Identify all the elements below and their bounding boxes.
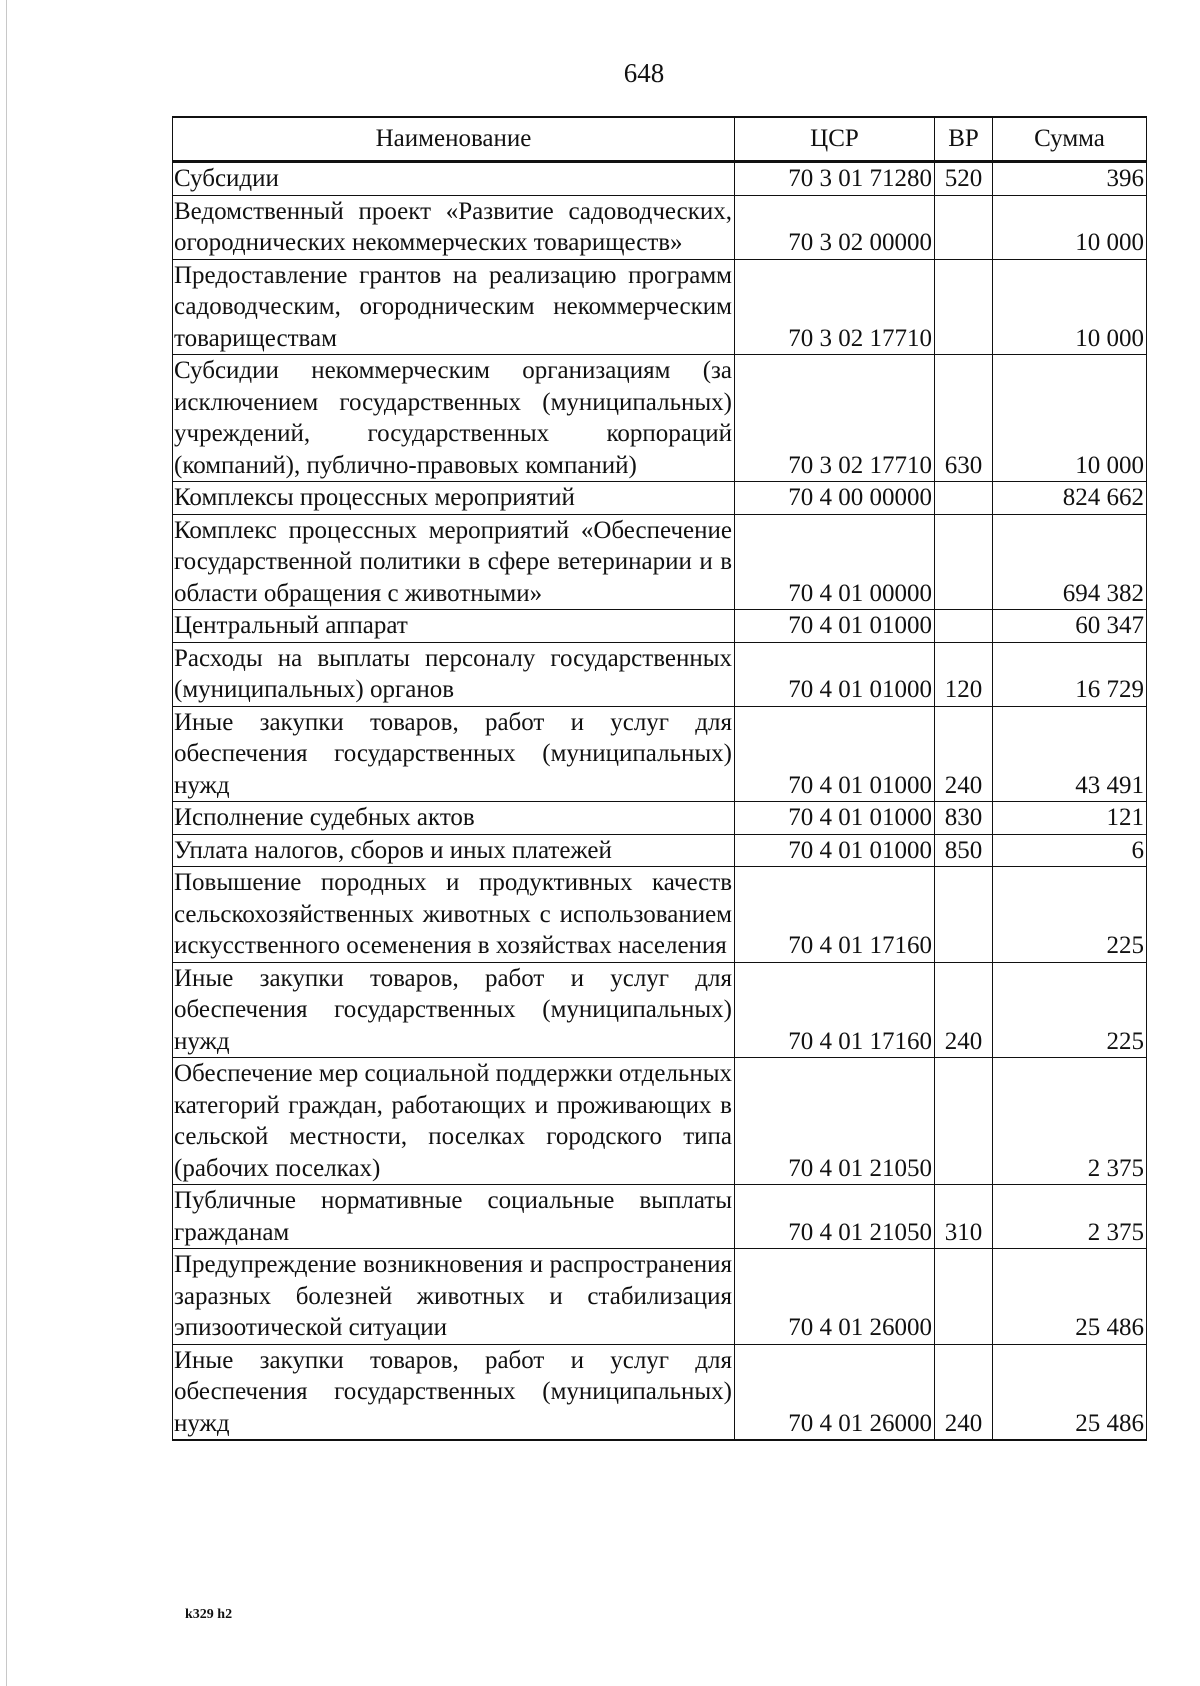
cell-csr: 70 4 01 17160: [735, 962, 935, 1058]
cell-sum: 694 382: [993, 514, 1147, 610]
page-number: 648: [623, 58, 665, 88]
cell-csr: 70 4 01 01000: [735, 802, 935, 835]
table-row: [173, 482, 1147, 515]
cell-sum: 2 375: [993, 1185, 1147, 1249]
table-row: [173, 802, 1147, 835]
budget-table: [172, 116, 1147, 1441]
cell-vr: [935, 1249, 993, 1345]
table-row: [173, 610, 1147, 643]
table-row: [173, 259, 1147, 355]
cell-csr: 70 4 01 26000: [735, 1344, 935, 1440]
cell-vr: [935, 195, 993, 259]
cell-vr: 240: [935, 1344, 993, 1440]
cell-sum: 121: [993, 802, 1147, 835]
table-row: [173, 162, 1147, 196]
cell-name: Центральный аппарат: [173, 610, 735, 643]
cell-name: Комплекс процессных мероприятий «Обеспечение государственной политики в сфере ветеринарии и в области обращения с животными»: [173, 514, 735, 610]
cell-csr: 70 4 01 01000: [735, 706, 935, 802]
cell-vr: 520: [935, 162, 993, 196]
cell-name: Исполнение судебных актов: [173, 802, 735, 835]
cell-name: Комплексы процессных мероприятий: [173, 482, 735, 515]
cell-name: Субсидии: [173, 162, 735, 196]
cell-csr: 70 4 01 00000: [735, 514, 935, 610]
table-header-row: [173, 117, 1147, 162]
table-row: [173, 195, 1147, 259]
cell-vr: [935, 867, 993, 963]
cell-name: Субсидии некоммерческим организациям (за исключением государственных (муниципальных) учреждений, государственных корпораций (компаний), публично-правовых компаний): [173, 355, 735, 482]
table-row: [173, 514, 1147, 610]
cell-csr: 70 4 01 01000: [735, 610, 935, 643]
cell-vr: [935, 482, 993, 515]
cell-name: Иные закупки товаров, работ и услуг для обеспечения государственных (муниципальных) нужд: [173, 706, 735, 802]
cell-name: Иные закупки товаров, работ и услуг для обеспечения государственных (муниципальных) нужд: [173, 1344, 735, 1440]
table-row: [173, 962, 1147, 1058]
table-row: [173, 706, 1147, 802]
cell-csr: 70 4 01 01000: [735, 642, 935, 706]
cell-name: Обеспечение мер социальной поддержки отдельных категорий граждан, работающих и проживающих в сельской местности, поселках городского типа (рабочих поселках): [173, 1058, 735, 1185]
cell-sum: 25 486: [993, 1249, 1147, 1345]
cell-sum: 43 491: [993, 706, 1147, 802]
header-sum: Сумма: [993, 117, 1147, 162]
cell-sum: 10 000: [993, 195, 1147, 259]
cell-vr: 850: [935, 834, 993, 867]
cell-csr: 70 4 00 00000: [735, 482, 935, 515]
cell-csr: 70 3 02 00000: [735, 195, 935, 259]
cell-sum: 2 375: [993, 1058, 1147, 1185]
table-row: [173, 867, 1147, 963]
table-row: [173, 1058, 1147, 1185]
cell-vr: [935, 514, 993, 610]
cell-sum: 824 662: [993, 482, 1147, 515]
cell-sum: 60 347: [993, 610, 1147, 643]
cell-sum: 10 000: [993, 259, 1147, 355]
header-vr: ВР: [935, 117, 993, 162]
cell-sum: 16 729: [993, 642, 1147, 706]
cell-vr: 240: [935, 962, 993, 1058]
cell-vr: 240: [935, 706, 993, 802]
cell-sum: 225: [993, 867, 1147, 963]
cell-name: Повышение породных и продуктивных качеств сельскохозяйственных животных с использованием искусственного осеменения в хозяйствах населения: [173, 867, 735, 963]
cell-name: Ведомственный проект «Развитие садоводческих, огороднических некоммерческих товариществ»: [173, 195, 735, 259]
table-row: [173, 1344, 1147, 1440]
cell-vr: 630: [935, 355, 993, 482]
cell-vr: [935, 259, 993, 355]
cell-csr: 70 3 02 17710: [735, 259, 935, 355]
header-csr: ЦСР: [735, 117, 935, 162]
cell-sum: 225: [993, 962, 1147, 1058]
cell-vr: 310: [935, 1185, 993, 1249]
header-name: Наименование: [173, 117, 735, 162]
cell-csr: 70 3 01 71280: [735, 162, 935, 196]
cell-sum: 25 486: [993, 1344, 1147, 1440]
cell-sum: 396: [993, 162, 1147, 196]
table-row: [173, 355, 1147, 482]
cell-name: Публичные нормативные социальные выплаты гражданам: [173, 1185, 735, 1249]
cell-csr: 70 3 02 17710: [735, 355, 935, 482]
cell-vr: 830: [935, 802, 993, 835]
page-edge-line: [6, 0, 7, 1686]
table-row: [173, 1249, 1147, 1345]
cell-csr: 70 4 01 26000: [735, 1249, 935, 1345]
cell-name: Уплата налогов, сборов и иных платежей: [173, 834, 735, 867]
table-row: [173, 834, 1147, 867]
table-row: [173, 642, 1147, 706]
cell-csr: 70 4 01 01000: [735, 834, 935, 867]
cell-name: Иные закупки товаров, работ и услуг для обеспечения государственных (муниципальных) нужд: [173, 962, 735, 1058]
cell-vr: [935, 610, 993, 643]
cell-csr: 70 4 01 21050: [735, 1058, 935, 1185]
cell-sum: 10 000: [993, 355, 1147, 482]
cell-name: Предупреждение возникновения и распространения заразных болезней животных и стабилизация эпизоотической ситуации: [173, 1249, 735, 1345]
cell-csr: 70 4 01 21050: [735, 1185, 935, 1249]
cell-name: Предоставление грантов на реализацию программ садоводческим, огородническим некоммерческим товариществам: [173, 259, 735, 355]
cell-vr: 120: [935, 642, 993, 706]
cell-sum: 6: [993, 834, 1147, 867]
cell-name: Расходы на выплаты персоналу государственных (муниципальных) органов: [173, 642, 735, 706]
cell-vr: [935, 1058, 993, 1185]
cell-csr: 70 4 01 17160: [735, 867, 935, 963]
footer-code: k329 h2: [185, 1607, 233, 1622]
table-row: [173, 1185, 1147, 1249]
